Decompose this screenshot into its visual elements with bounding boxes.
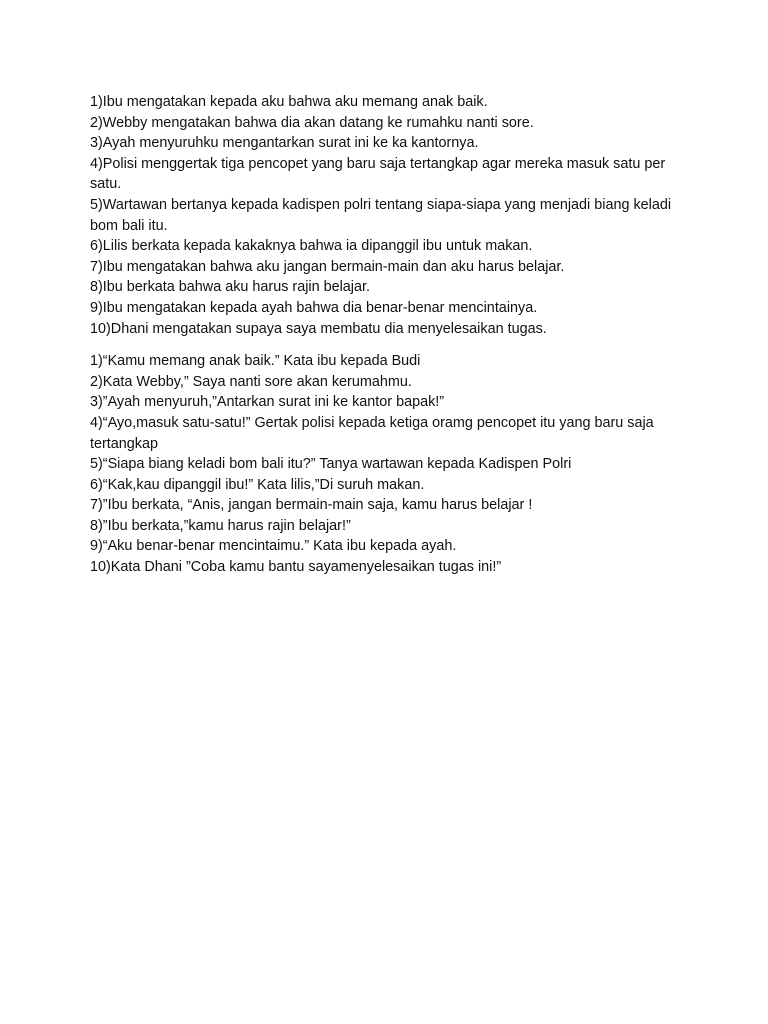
list-item: 1)Ibu mengatakan kepada aku bahwa aku memang anak baik.: [90, 94, 488, 110]
list-item: 9)Ibu mengatakan kepada ayah bahwa dia benar-benar mencintainya.: [90, 299, 538, 316]
list-item: 8)”Ibu berkata,”kamu harus rajin belajar!”: [90, 517, 351, 534]
indirect-speech-list: [90, 92, 680, 339]
list-item: 5)Wartawan bertanya kepada kadispen polri tentang siapa-siapa yang menjadi biang keladi bom bali itu.: [90, 196, 672, 234]
list-item: 6)“Kak,kau dipanggil ibu!” Kata lilis,”Di suruh makan.: [90, 476, 425, 493]
list-item: 8)Ibu berkata bahwa aku harus rajin belajar.: [90, 279, 370, 296]
direct-speech-list: [90, 351, 680, 578]
list-item: 2)Kata Webby,” Saya nanti sore akan kerumahmu.: [90, 373, 412, 390]
list-item: 6)Lilis berkata kepada kakaknya bahwa ia dipanggil ibu untuk makan.: [90, 238, 533, 255]
list-item: 5)“Siapa biang keladi bom bali itu?” Tanya wartawan kepada Kadispen Polri: [90, 456, 572, 473]
list-item: 1)“Kamu memang anak baik.” Kata ibu kepada Budi: [90, 353, 421, 370]
list-item: 7)Ibu mengatakan bahwa aku jangan bermain-main dan aku harus belajar.: [90, 258, 565, 275]
section-gap: [90, 339, 680, 351]
list-item: 3)”Ayah menyuruh,”Antarkan surat ini ke kantor bapak!”: [90, 394, 445, 411]
list-item: 4)Polisi menggertak tiga pencopet yang baru saja tertangkap agar mereka masuk satu per satu.: [90, 155, 666, 193]
list-item: 7)”Ibu berkata, “Anis, jangan bermain-main saja, kamu harus belajar !: [90, 497, 533, 514]
list-item: 2)Webby mengatakan bahwa dia akan datang ke rumahku nanti sore.: [90, 114, 534, 131]
document-body: [90, 92, 680, 578]
list-item: 3)Ayah menyuruhku mengantarkan surat ini ke ka kantornya.: [90, 135, 479, 152]
list-item: 10)Kata Dhani ”Coba kamu bantu sayamenyelesaikan tugas ini!”: [90, 559, 502, 576]
list-item: 10)Dhani mengatakan supaya saya membatu dia menyelesaikan tugas.: [90, 320, 547, 337]
list-item: 9)“Aku benar-benar mencintaimu.” Kata ibu kepada ayah.: [90, 538, 457, 555]
list-item: 4)“Ayo,masuk satu-satu!” Gertak polisi kepada ketiga oramg pencopet itu yang baru saja tertangkap: [90, 414, 654, 452]
